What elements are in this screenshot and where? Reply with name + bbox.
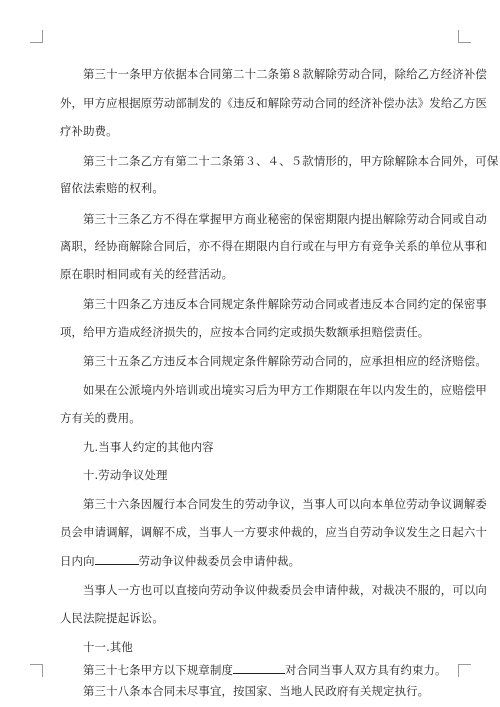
article-36-line-1: 第三十六条因履行本合同发生的劳动争议，当事人可以向本单位劳动争议调解委 [83, 497, 487, 511]
rules-blank [233, 662, 285, 674]
article-31-line-1: 第三十一条甲方依据本合同第二十二条第８款解除劳动合同，除给乙方经济补偿 [83, 67, 487, 81]
article-36-line-3 [60, 553, 450, 568]
article-37-prefix: 第三十七条甲方以下规章制度 [83, 663, 234, 677]
direct-arbitration-line-2: 人民法院提起诉讼。 [60, 611, 164, 625]
article-37-line [60, 662, 450, 677]
crop-mark-bottom-left [30, 664, 43, 677]
article-38-line: 第三十八条本合同未尽事宜，按国家、当地人民政府有关规定执行。 [83, 684, 430, 698]
article-33-line-2: 离职，经协商解除合同后，亦不得在期限内自行或在与甲方有竞争关系的单位从事和 [60, 239, 488, 253]
section-9-heading: 九.当事人约定的其他内容 [83, 440, 214, 454]
article-35-line-1: 第三十五条乙方违反本合同规定条件解除劳动合同的，应承担相应的经济赔偿。 [83, 354, 487, 368]
section-11-heading: 十一.其他 [83, 640, 133, 654]
training-clause-line-2: 方有关的费用。 [60, 411, 141, 425]
article-36-prefix: 日内向 [60, 554, 95, 568]
article-36-line-2: 员会申请调解，调解不成，当事人一方要求仲裁的，应当自劳动争议发生之日起六十 [60, 525, 488, 539]
article-33-line-1: 第三十三条乙方不得在掌握甲方商业秘密的保密期限内提出解除劳动合同或自动 [83, 212, 487, 226]
section-10-heading: 十.劳动争议处理 [83, 468, 168, 482]
crop-mark-bottom-right [458, 664, 471, 677]
article-31-line-2: 外，甲方应根据原劳动部制发的《违反和解除劳动合同的经济补偿办法》发给乙方医 [60, 96, 488, 110]
article-36-suffix: 劳动争议仲裁委员会申请仲裁。 [138, 554, 301, 568]
training-clause-line-1: 如果在公派境内外培训或出境实习后为甲方工作期限在年以内发生的，应赔偿甲 [83, 383, 487, 397]
article-33-line-3: 原在职时相同或有关的经营活动。 [60, 267, 234, 281]
article-32-line-1: 第三十二条乙方有第二十二条第３、４、５款情形的，甲方除解除本合同外，可保 [83, 154, 499, 168]
crop-mark-top-right [458, 30, 471, 43]
article-34-line-1: 第三十四条乙方违反本合同规定条件解除劳动合同或者违反本合同约定的保密事 [83, 297, 487, 311]
article-32-line-2: 留依法索赔的权利。 [60, 181, 164, 195]
crop-mark-top-left [30, 30, 43, 43]
direct-arbitration-line-1: 当事人一方也可以直接向劳动争议仲裁委员会申请仲裁，对裁决不服的，可以向 [83, 583, 487, 597]
article-34-line-2: 项，给甲方造成经济损失的，应按本合同约定或损失数额承担赔偿责任。 [60, 325, 430, 339]
article-37-suffix: 对合同当事人双方具有约束力。 [285, 663, 447, 677]
article-31-line-3: 疗补助费。 [60, 124, 118, 138]
arbitration-committee-blank [95, 553, 139, 565]
